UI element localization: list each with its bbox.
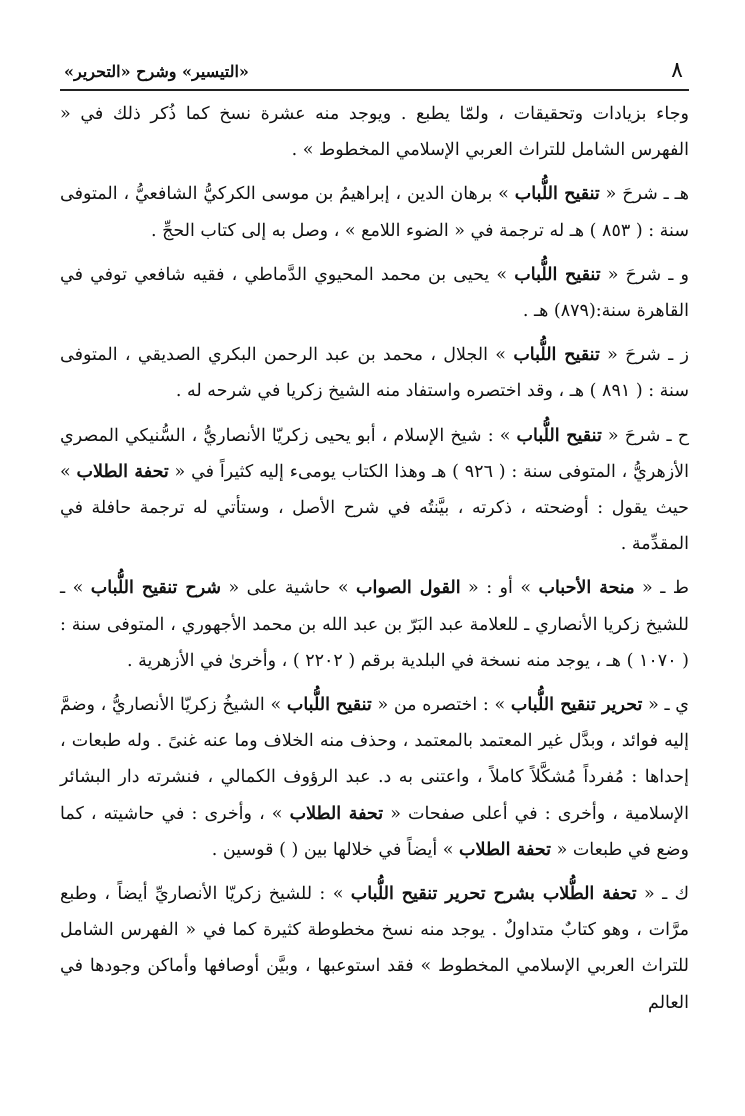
- paragraph-text: » : اختصره من «: [371, 695, 511, 716]
- paragraph-text: » حاشية على «: [221, 578, 357, 599]
- page-number: ٨: [671, 58, 683, 83]
- book-title-bold: تنقيح اللُّباب: [286, 695, 372, 716]
- paragraph: [60, 96, 689, 168]
- paragraph: [60, 570, 689, 679]
- paragraph-text: » حيث يقول : أوضحته ، ذكرته ، بيَّنتُه في شرح الأصل ، وستأتي له ترجمة حافلة في المقدِّمة .: [60, 461, 689, 555]
- paragraph-text: ي ـ «: [642, 695, 689, 716]
- paragraph-text: » أيضاً في خلالها بين ( ) قوسين .: [211, 839, 460, 860]
- paragraph-text: » الجلال ، محمد بن عبد الرحمن البكري الصديقي ، المتوفى سنة : ( ٨٩١ ) هـ ، وقد اختصره واستفاد منه الشيخ زكريا في شرحه له .: [60, 345, 689, 402]
- paragraph: [60, 257, 689, 329]
- paragraph-text: » : شيخ الإسلام ، أبو يحيى زكريّا الأنصاريُّ ، السُّنيكي المصري الأزهريُّ ، المتوفى سنة : ( ٩٢٦ ) هـ وهذا الكتاب يومىء إليه كثيراً في «: [60, 425, 689, 482]
- paragraph: [60, 418, 689, 563]
- running-title: «التيسير» وشرح «التحرير»: [64, 62, 249, 81]
- paragraph-text: ح ـ شرحَ «: [601, 425, 689, 446]
- paragraph-text: هـ ـ شرحَ «: [599, 184, 690, 205]
- paragraph-text: » : للشيخ زكريّا الأنصاريِّ أيضاً ، وطبع مرَّات ، وهو كتابٌ متداولٌ . يوجد منه نسخ مخطوطة كثيرة كما في « الفهرس الشامل للتراث العربي الإسلامي المخطوط » فقد استوعبها ، وبيَّن أوصافها وأماكن وجودها في العالم: [60, 884, 689, 1013]
- book-title-bold: تحفة الطلاب: [289, 803, 384, 824]
- paragraph: [60, 876, 689, 1021]
- paragraph-text: » يحيى بن محمد المحيوي الدَّماطي ، فقيه شافعي توفي في القاهرة سنة:(٨٧٩) هـ .: [60, 264, 689, 322]
- header-rule: [60, 89, 689, 91]
- book-title-bold: منحة الأحباب: [538, 578, 635, 599]
- paragraph-text: » أو : «: [460, 578, 539, 599]
- paragraph-text: ك ـ «: [636, 884, 689, 905]
- book-title-bold: تنقيح اللُّباب: [513, 345, 600, 366]
- book-title-bold: تنقيح اللُّباب: [516, 425, 602, 446]
- book-title-bold: تحفة الطلاب: [459, 839, 551, 860]
- paragraph-text: » الشيخُ زكريّا الأنصاريُّ ، وضمَّ إليه فوائد ، وبدَّل غير المعتمد بالمعتمد ، وحذف منه الخلاف وما عنه غنىً . وله طبعات ، إحداها : مُفرداً مُشكَّلاً كاملاً ، واعتنى به د. عبد الرؤوف الكمالي ، فنشرته دار البشائر الإسلامية ، وأخرى : في أعلى صفحات «: [60, 695, 690, 824]
- paragraph: [60, 687, 689, 868]
- page-body: [60, 96, 689, 1021]
- book-title-bold: تنقيح اللُّباب: [514, 184, 600, 205]
- paragraph-text: ط ـ «: [634, 578, 689, 599]
- book-title-bold: تحرير تنقيح اللُّباب: [510, 695, 643, 716]
- paragraph-text: » ، وأخرى : في حاشيته ، كما وضع في طبعات «: [60, 803, 689, 860]
- paragraph: [60, 337, 689, 409]
- paragraph-text: » برهان الدين ، إبراهيمُ بن موسى الكركيُّ الشافعيُّ ، المتوفى سنة : ( ٨٥٣ ) هـ له ترجمة في « الضوء اللامع » ، وصل به إلى كتاب الحجِّ .: [60, 184, 689, 241]
- book-title-bold: القول الصواب: [356, 578, 461, 599]
- paragraph-text: ز ـ شرحَ «: [599, 345, 690, 366]
- book-title-bold: تحفة الطُّلاب بشرح تحرير تنقيح اللُّباب: [350, 884, 637, 905]
- page-header: [60, 56, 689, 90]
- paragraph-text: وجاء بزيادات وتحقيقات ، ولمّا يطبع . ويوجد منه عشرة نسخ كما ذُكر ذلك في « الفهرس الشامل للتراث العربي الإسلامي المخطوط » .: [60, 104, 689, 161]
- book-title-bold: تحفة الطلاب: [76, 461, 169, 482]
- book-title-bold: تنقيح اللُّباب: [514, 264, 601, 285]
- paragraph: [60, 176, 689, 248]
- book-title-bold: شرح تنقيح اللُّباب: [90, 578, 222, 599]
- paragraph-text: و ـ شرحَ «: [600, 264, 690, 285]
- paragraph-text: » ـ للشيخ زكريا الأنصاري ـ للعلامة عبد البَرّ بن عبد الله بن محمد الأجهوري ، المتوفى سنة : ( ١٠٧٠ ) هـ ، يوجد منه نسخة في البلدية برقم ( ٢٢٠٢ ) ، وأخرىٰ في الأزهرية .: [60, 578, 689, 671]
